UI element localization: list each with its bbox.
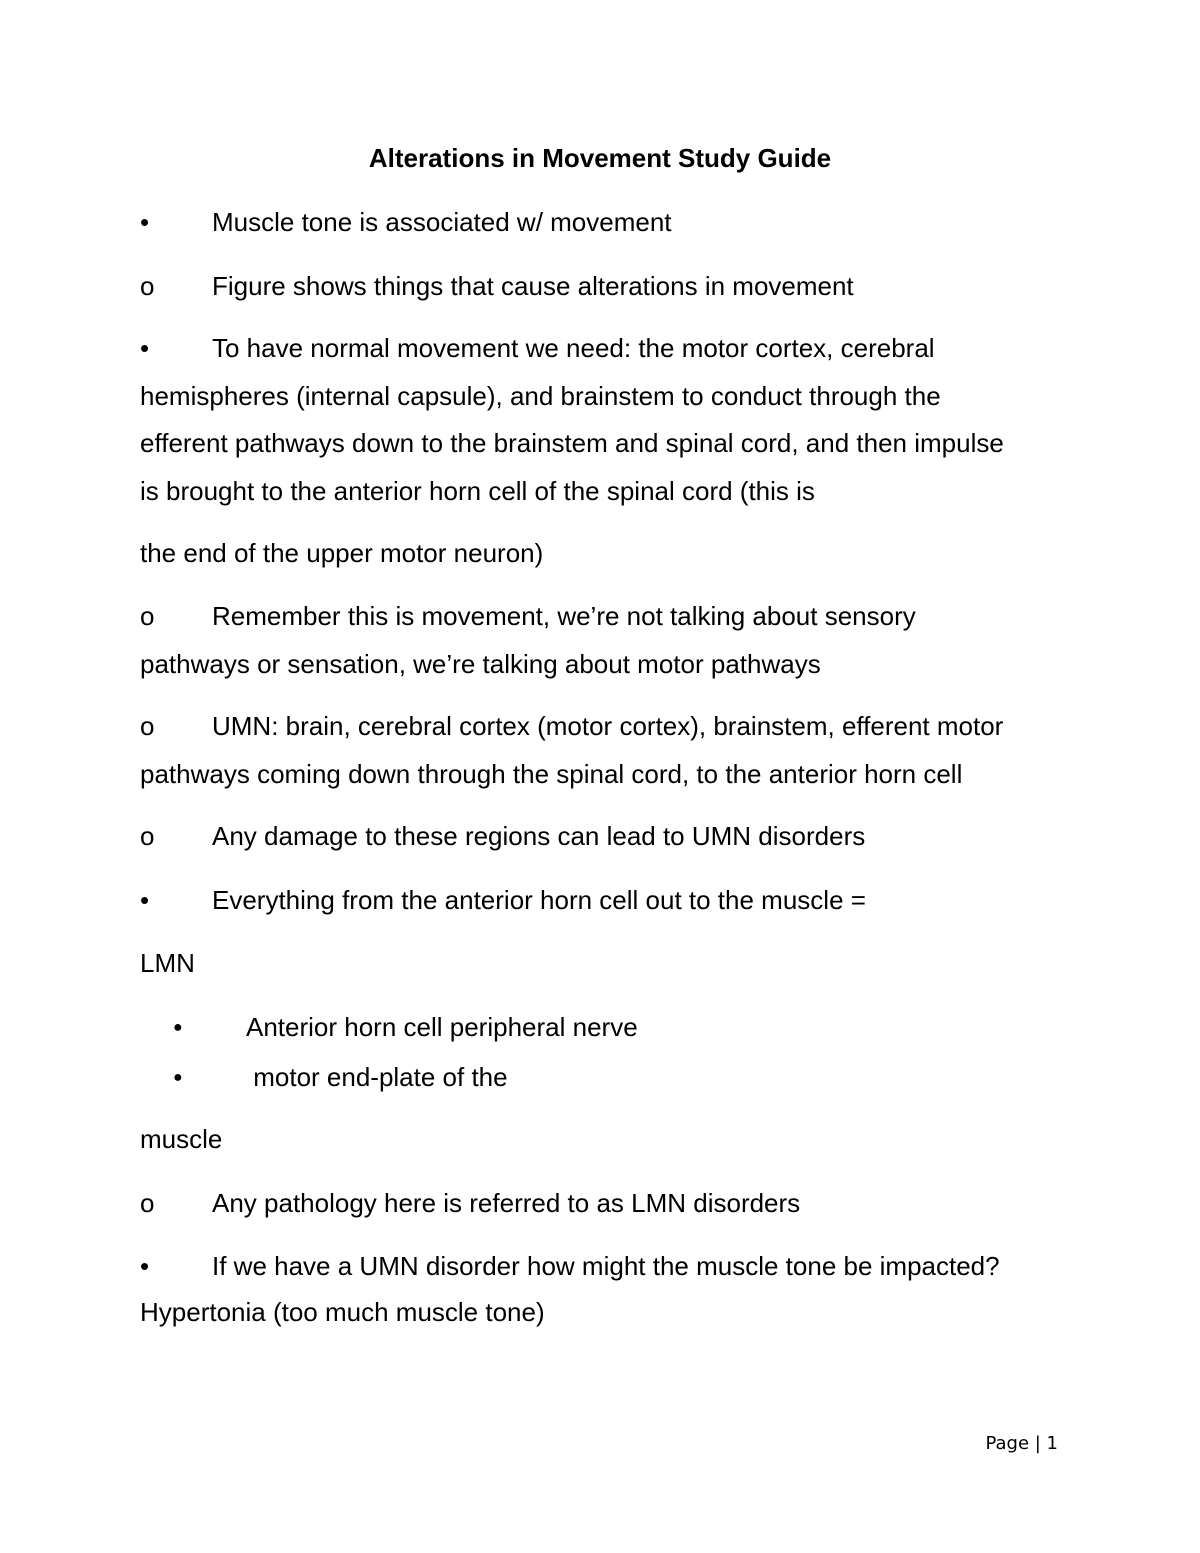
paragraph-line: pathways or sensation, we’re talking about motor pathways — [140, 649, 821, 679]
list-item-text: Everything from the anterior horn cell out to the muscle = — [212, 885, 866, 915]
page-number: Page | 1 — [985, 1433, 1058, 1454]
list-item-text: Muscle tone is associated w/ movement — [212, 207, 672, 237]
list-item-text: UMN: brain, cerebral cortex (motor cortex), brainstem, efferent motor — [212, 711, 1004, 741]
list-item-text: Anterior horn cell peripheral nerve — [246, 1012, 638, 1042]
sub-bullet-marker: o — [140, 601, 155, 631]
paragraph-line: efferent pathways down to the brainstem and spinal cord, and then impulse — [140, 428, 1004, 458]
bullet-marker: • — [140, 333, 150, 363]
paragraph-line: Hypertonia (too much muscle tone) — [140, 1297, 545, 1327]
list-item-text: To have normal movement we need: the motor cortex, cerebral — [212, 333, 935, 363]
paragraph-line: hemispheres (internal capsule), and brainstem to conduct through the — [140, 381, 941, 411]
paragraph-line: LMN — [140, 948, 195, 978]
bullet-marker: • — [140, 885, 150, 915]
list-item-text: motor end-plate of the — [246, 1062, 508, 1092]
dot-bullet-marker: ● — [173, 1069, 183, 1086]
page-title: Alterations in Movement Study Guide — [368, 143, 832, 173]
paragraph-line: is brought to the anterior horn cell of the spinal cord (this is — [140, 476, 815, 506]
sub-bullet-marker: o — [140, 271, 155, 301]
paragraph-line: the end of the upper motor neuron) — [140, 538, 544, 568]
paragraph-line: muscle — [140, 1124, 223, 1154]
list-item-text: Remember this is movement, we’re not talking about sensory — [212, 601, 916, 631]
list-item-text: Figure shows things that cause alterations in movement — [212, 271, 854, 301]
sub-bullet-marker: o — [140, 821, 155, 851]
list-item-text: Any damage to these regions can lead to UMN disorders — [212, 821, 866, 851]
paragraph-line: pathways coming down through the spinal cord, to the anterior horn cell — [140, 759, 963, 789]
dot-bullet-marker: ● — [173, 1019, 183, 1036]
bullet-marker: • — [140, 1251, 150, 1281]
list-item-text: If we have a UMN disorder how might the muscle tone be impacted? — [212, 1251, 1000, 1281]
list-item-text: Any pathology here is referred to as LMN disorders — [212, 1188, 801, 1218]
sub-bullet-marker: o — [140, 711, 155, 741]
bullet-marker: • — [140, 207, 150, 237]
sub-bullet-marker: o — [140, 1188, 155, 1218]
